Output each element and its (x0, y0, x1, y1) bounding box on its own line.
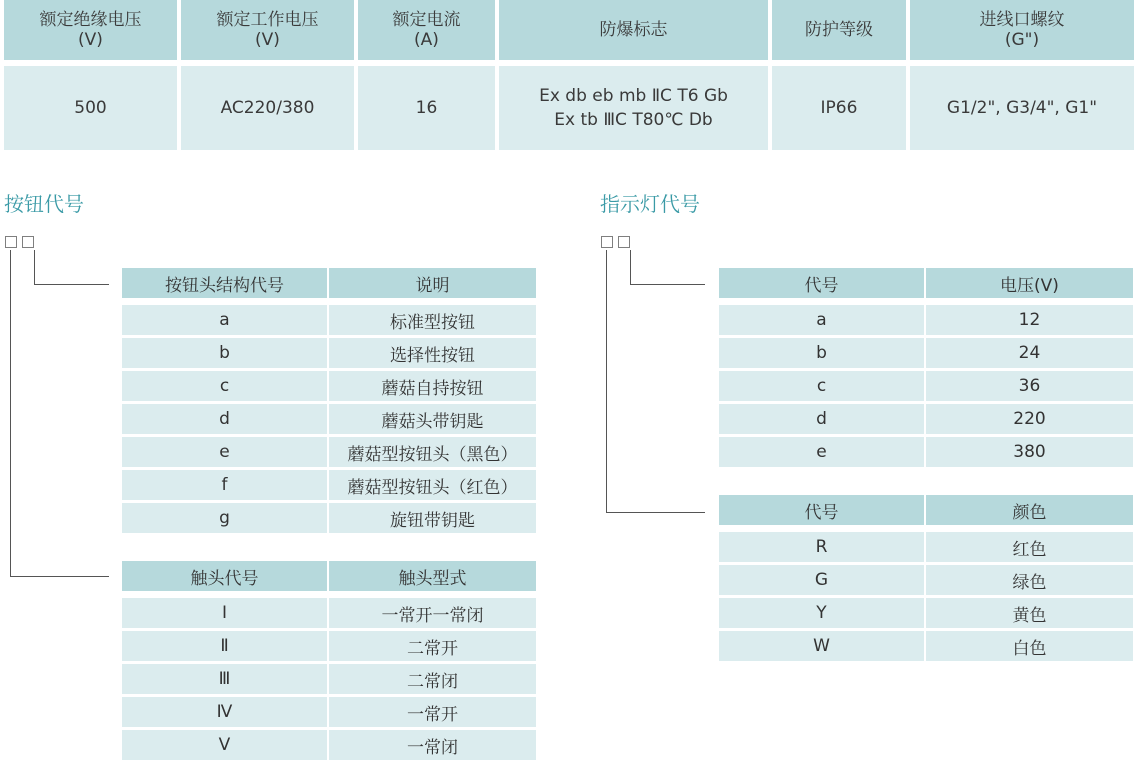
code-cell: Ⅴ (122, 730, 327, 760)
table-row (122, 437, 536, 467)
spec-table (4, 0, 1134, 150)
table-header-row (719, 268, 1133, 298)
description-cell: 12 (926, 305, 1133, 335)
table-row (122, 371, 536, 401)
code-cell: f (122, 470, 327, 500)
code-cell: Ⅰ (122, 598, 327, 628)
code-cell: e (122, 437, 327, 467)
table-row (719, 598, 1133, 628)
color-table (719, 495, 1133, 664)
table-body (122, 305, 536, 533)
table-row (122, 305, 536, 335)
table-body (719, 305, 1133, 467)
code-cell: d (122, 404, 327, 434)
table-body (122, 598, 536, 760)
table-row (719, 371, 1133, 401)
button-code-boxes (5, 236, 34, 248)
light-code-title: 指示灯代号 (600, 192, 700, 216)
table-row (719, 532, 1133, 562)
description-cell: 蘑菇自持按钮 (329, 371, 536, 401)
description-cell: 一常闭 (329, 730, 536, 760)
description-cell: 24 (926, 338, 1133, 368)
description-cell: 蘑菇头带钥匙 (329, 404, 536, 434)
code-cell: R (719, 532, 924, 562)
description-cell: 白色 (926, 631, 1133, 661)
code-cell: e (719, 437, 924, 467)
table-body (719, 532, 1133, 661)
table-row (122, 338, 536, 368)
table-row (719, 565, 1133, 595)
code-cell: b (719, 338, 924, 368)
code-cell: Y (719, 598, 924, 628)
description-cell: 二常开 (329, 631, 536, 661)
table-row (719, 631, 1133, 661)
table-header-row (122, 561, 536, 591)
spec-value-working-voltage: AC220/380 (181, 66, 354, 150)
spec-header-current: 额定电流 (A) (358, 0, 495, 60)
table-header-cell: 触头代号 (122, 561, 327, 591)
code-cell: a (122, 305, 327, 335)
code-cell: d (719, 404, 924, 434)
spec-header-ex-marking: 防爆标志 (499, 0, 768, 60)
table-row (122, 631, 536, 661)
button-head-table (122, 268, 536, 536)
description-cell: 二常闭 (329, 664, 536, 694)
code-cell: b (122, 338, 327, 368)
connector-line (10, 250, 109, 577)
table-row (719, 338, 1133, 368)
code-box (5, 236, 17, 248)
description-cell: 旋钮带钥匙 (329, 503, 536, 533)
contact-table (122, 561, 536, 763)
table-row (122, 404, 536, 434)
table-header-cell: 代号 (719, 268, 924, 298)
code-cell: c (719, 371, 924, 401)
table-row (719, 305, 1133, 335)
description-cell: 选择性按钮 (329, 338, 536, 368)
description-cell: 一常开 (329, 697, 536, 727)
spec-header-row (4, 0, 1134, 60)
voltage-table (719, 268, 1133, 470)
table-row (122, 470, 536, 500)
table-row (122, 730, 536, 760)
table-header-cell: 颜色 (926, 495, 1133, 525)
description-cell: 绿色 (926, 565, 1133, 595)
light-code-boxes (601, 236, 630, 248)
description-cell: 蘑菇型按钮头（黑色） (329, 437, 536, 467)
description-cell: 36 (926, 371, 1133, 401)
table-header-cell: 按钮头结构代号 (122, 268, 327, 298)
description-cell: 红色 (926, 532, 1133, 562)
table-row (122, 664, 536, 694)
spec-header-insulation-voltage: 额定绝缘电压 (V) (4, 0, 177, 60)
code-cell: a (719, 305, 924, 335)
description-cell: 蘑菇型按钮头（红色） (329, 470, 536, 500)
table-header-row (719, 495, 1133, 525)
description-cell: 一常开一常闭 (329, 598, 536, 628)
code-box (618, 236, 630, 248)
table-header-cell: 代号 (719, 495, 924, 525)
table-header-cell: 说明 (329, 268, 536, 298)
table-header-row (122, 268, 536, 298)
spec-value-row (4, 66, 1134, 150)
code-cell: W (719, 631, 924, 661)
spec-header-working-voltage: 额定工作电压 (V) (181, 0, 354, 60)
table-row (122, 503, 536, 533)
spec-value-thread: G1/2", G3/4", G1" (910, 66, 1134, 150)
code-box (22, 236, 34, 248)
table-row (719, 437, 1133, 467)
table-row (122, 598, 536, 628)
code-cell: G (719, 565, 924, 595)
spec-header-protection: 防护等级 (772, 0, 906, 60)
table-row (122, 697, 536, 727)
description-cell: 标准型按钮 (329, 305, 536, 335)
description-cell: 220 (926, 404, 1133, 434)
code-cell: g (122, 503, 327, 533)
button-code-title: 按钮代号 (4, 192, 84, 216)
connector-line (606, 250, 705, 513)
code-cell: c (122, 371, 327, 401)
spec-header-thread: 进线口螺纹 (G") (910, 0, 1134, 60)
spec-value-current: 16 (358, 66, 495, 150)
code-cell: Ⅳ (122, 697, 327, 727)
code-cell: Ⅱ (122, 631, 327, 661)
table-header-cell: 电压(V) (926, 268, 1133, 298)
spec-value-insulation-voltage: 500 (4, 66, 177, 150)
spec-value-protection: IP66 (772, 66, 906, 150)
code-box (601, 236, 613, 248)
table-header-cell: 触头型式 (329, 561, 536, 591)
code-cell: Ⅲ (122, 664, 327, 694)
description-cell: 380 (926, 437, 1133, 467)
description-cell: 黄色 (926, 598, 1133, 628)
spec-value-ex-marking: Ex db eb mb ⅡC T6 Gb Ex tb ⅢC T80℃ Db (499, 66, 768, 150)
table-row (719, 404, 1133, 434)
